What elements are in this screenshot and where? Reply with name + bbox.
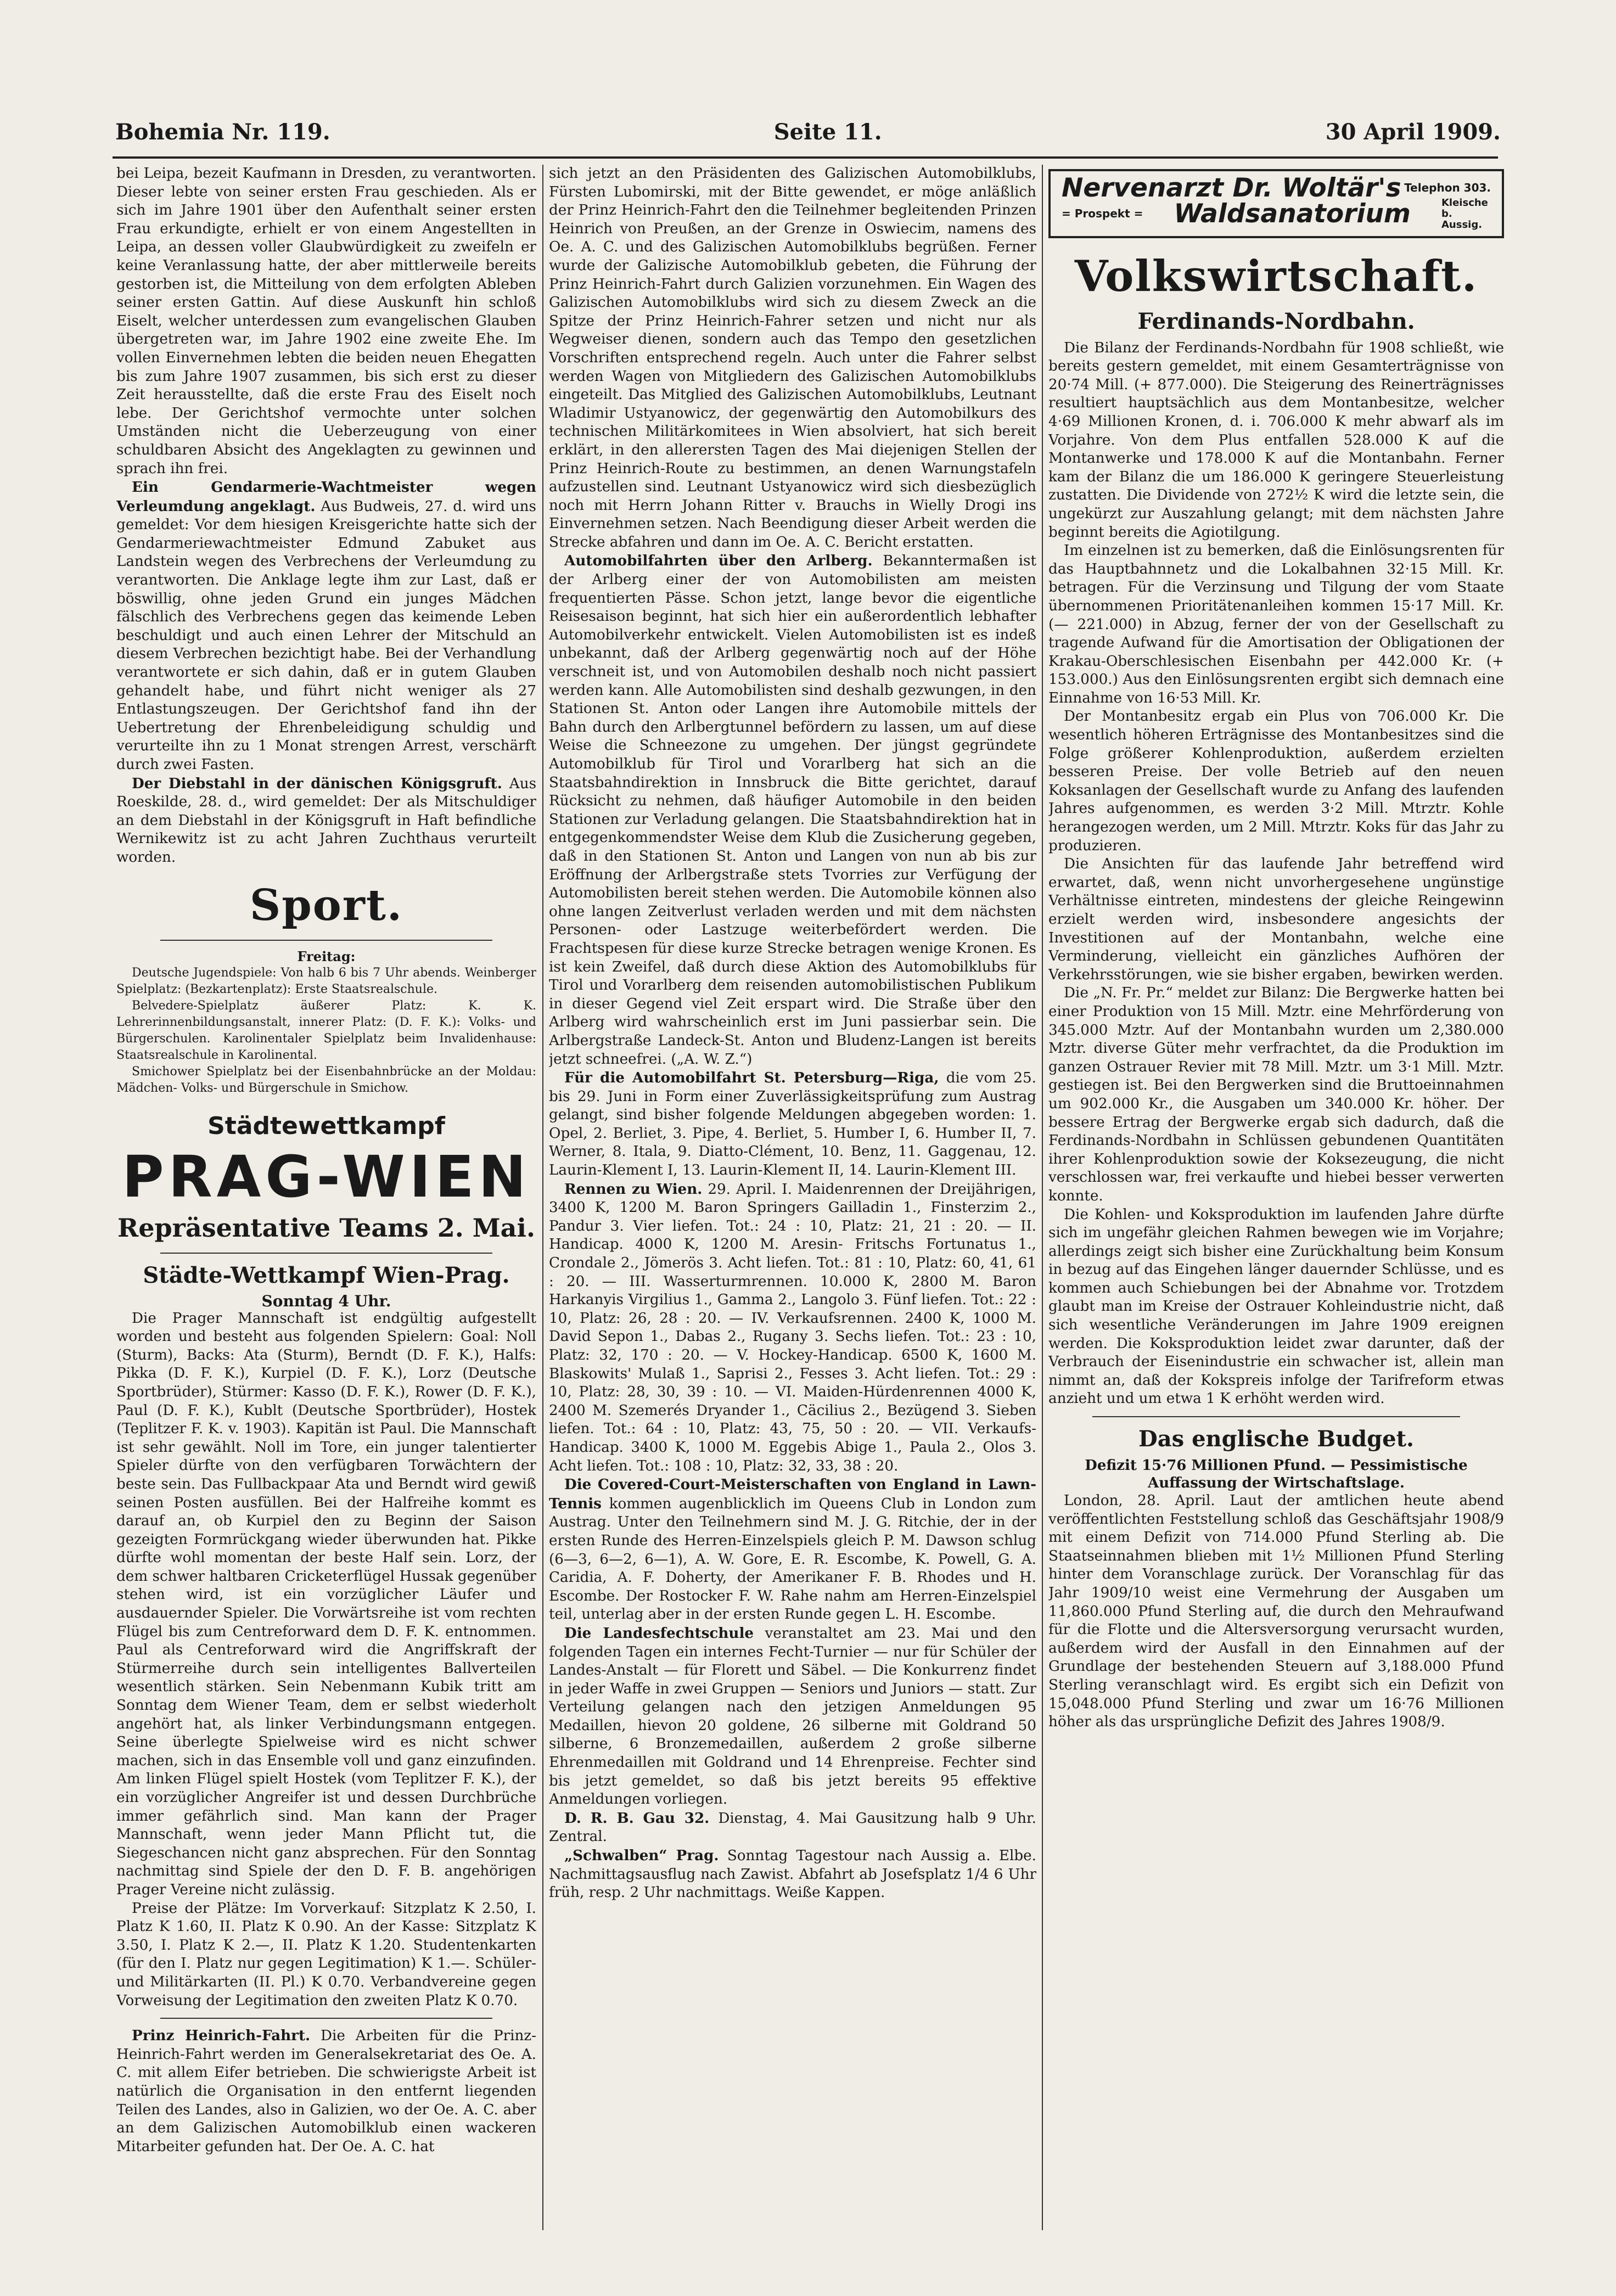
article-text: Die Ansichten für das laufende Jahr betreffend wird erwartet, daß, wenn nicht unvorhergesehene ungünstige Verhältnisse eintreten, mindestens der gleiche Reingewinn erzielt werden wird, insbesondere angesichts der Investitionen auf der Montanbahn, welche eine Verminderung, vielleicht ein gänzliches Aufhören der Verkehrsstörungen, wie sie bisher ergaben, bewirken werden. [1048, 856, 1504, 983]
sport-day: Freitag: [297, 948, 356, 964]
article-headline: „Schwalben“ Prag. [564, 1847, 719, 1865]
header-title: Bohemia Nr. 119. [115, 119, 330, 145]
article-body: 29. April. I. Maidenrennen der Dreijährigen, 3400 K, 1200 M. Baron Springers Gailladin 1., Finsterzim 2., Pandur 3. Vier liefen. Tot.: 24 : 10, Platz: 21, 21 : 20. — II. Handicap. 4000 K, 1200 M. Aresin- Fritschs Fortunatus 1., Crondale 2., Jömerös 3. Acht liefen. Tot.: 81 : 10, Platz: 60, 41, 61 : 20. — III. Wasserturmrennen. 10.000 K, 2800 M. Baron Harkanyis Virgilius 1., Gamma 2., Langolo 3. Fünf liefen. Tot.: 22 : 10, Platz: 26, 28 : 20. — IV. Verkaufsrennen. 2400 K, 1000 M. David Sepon 1., Dabas 2., Rugany 3. Sechs liefen. Tot.: 23 : 10, Platz: 32, 170 : 20. — V. Hockey-Handicap. 6500 K, 1600 M. Blaskowits' Mulaß 1., Saprisi 2., Fesses 3. Acht liefen. Tot.: 29 : 10, Platz: 28, 30, 39 : 10. — VI. Maiden-Hürdenrennen 4000 K, 2400 M. Szemerés Dryander 1., Cäcilius 2., Bezügend 3. Sieben liefen. Tot.: 64 : 10, Platz: 43, 75, 50 : 20. — VII. Verkaufs-Handicap. 3400 K, 1000 M. Eggebis Abige 1., Paula 2., Olos 3. Acht liefen. Tot.: 108 : 10, Platz: 32, 33, 38 : 20. [549, 1181, 1036, 1474]
column-2 [549, 165, 1036, 2263]
article-headline: Der Diebstahl in der dänischen Königsgruft. [132, 774, 502, 792]
ad-prospekt: = Prospekt = [1062, 206, 1143, 220]
article-text: Die „N. Fr. Pr.“ meldet zur Bilanz: Die Bergwerke hatten bei einer Produktion von 15 Mill. Mztr. eine Mehrförderung von 345.000 Mztr. Auf der Montanbahn wurden um 2,380.000 Mztr. diverse Güter mehr verfrachtet, da die Produktion im ganzen Ostrauer Revier mit 78 Mill. Mztr. um 3·1 Mill. Mztr. gestiegen ist. Bei den Bergwerken sind die Bruttoeinnahmen um 902.000 Kr., die Ausgaben um 340.000 Kr. höher. Der bessere Ertrag der Bergwerke ergab sich dadurch, daß die Ferdinands-Nordbahn in Schlüssen gebundenen Quantitäten ihrer Kohlenproduktion sowie der Koksezeugung, die nicht verschlossen war, frei verkaufte und hiebei besser verwerten konnte. [1048, 985, 1504, 1204]
sport-notice: Smichower Spielplatz bei der Eisenbahnbrücke an der Moldau: Mädchen- Volks- und Bürgerschule in Smichow. [116, 1064, 536, 1095]
section-title-sport: Sport. [249, 880, 403, 930]
sport-notice: Deutsche Jugendspiele: Von halb 6 bis 7 Uhr abends. Weinberger Spielplatz: (Bezkartenplatz): Erste Staatsrealschule. [116, 965, 536, 996]
divider [160, 2018, 492, 2019]
article-text: Der Montanbesitz ergab ein Plus von 706.000 Kr. Die wesentlich höheren Erträgnisse des Montanbesitzes sind die Folge größerer Kohlenproduktion, außerdem erzielten besseren Preise. Der volle Betrieb auf den neuen Koksanlagen der Gesellschaft wurde zu Anfang des laufenden Jahres aufgenommen, es werden 3·2 Mill. Mtrztr. Kohle herangezogen werden, um 2 Mill. Mtrztr. Koks für das Jahr zu produzieren. [1048, 708, 1504, 854]
article-text [549, 1809, 1036, 1846]
article-text: London, 28. April. Laut der amtlichen heute abend veröffentlichten Feststellung schloß das Geschäftsjahr 1908/9 mit einem Defizit von 714.000 Pfund Sterling ab. Die Staatseinnahmen blieben mit 1½ Millionen Pfund Sterling hinter dem Voranschlage zurück. Der Voranschlag für das Jahr 1909/10 weist eine Vermehrung der Ausgaben um 11,860.000 Pfund Sterling auf, die durch den Mehraufwand für die Flotte und die Altersversorgung verursacht wurden, außerdem wird der Ausfall in den Einnahmen auf der Grundlage der bestehenden Steuern auf 3,188.000 Pfund Sterling veranschlagt wird. Es ergibt sich ein Defizit von 15,048.000 Pfund Sterling und zwar um 16·76 Millionen höher als das ursprüngliche Defizit des Jahres 1908/9. [1048, 1492, 1504, 1731]
sport-notice: Belvedere-Spielplatz äußerer Platz: K. K. Lehrerinnenbildungsanstalt, innerer Platz: (D. F. K.): Volks- und Bürgerschulen. Karolinentaler Spielplatz beim Invalidenhause: Staatsrealschule in Karolinental. [116, 998, 536, 1062]
article-body: veranstaltet am 23. Mai und den folgenden Tagen ein internes Fecht-Turnier — nur für Schüler der Landes-Anstalt — für Florett und Säbel. — Die Konkurrenz findet in jeder Waffe in zwei Gruppen — Seniors und Juniors — statt. Zur Verteilung gelangen nach den jetzigen Anmeldungen 95 Medaillen, hievon 20 goldene, 26 silberne mit Goldrand 50 silberne, 6 Bronzemedaillen, außerdem 2 große silberne Ehrenmedaillen mit Goldrand und 14 Ehrenpreise. Fechter sind bis jetzt gemeldet, so daß bis jetzt bereits 95 effektive Anmeldungen vorliegen. [549, 1625, 1036, 1808]
ad-place: Kleische b. Aussig. [1441, 197, 1488, 231]
article-text [549, 552, 1036, 1069]
article-body: Bekanntermaßen ist der Arlberg einer der von Automobilisten am meisten frequentierten Pässe. Schon jetzt, lange bevor die eigentliche Reisesaison beginnt, hat sich hier ein außerordentlich lebhafter Automobilverkehr entwickelt. Vielen Automobilisten ist es indeß unbekannt, daß der Arlberg gegenwärtig noch auf der Höhe verschneit ist, und von Automobilen deshalb noch nicht passiert werden kann. Alle Automobilisten sind deshalb gezwungen, in den Stationen St. Anton oder Langen ihre Automobile mittels der Bahn durch den Arlbergtunnel befördern zu lassen, um auf diese Weise die Schneezone zu umgehen. Der jüngst gegründete Automobilklub für Tirol und Vorarlberg hat sich an die Staatsbahndirektion in Innsbruck die Bitte gerichtet, darauf Rücksicht zu nehmen, daß häufiger Automobile in den beiden Stationen zur Verladung gelangen. Die Staatsbahndirektion hat in entgegenkommendster Weise dem Klub die Zusicherung gegeben, daß in den Stationen St. Anton und Langen von nun ab bis zur Eröffnung der Arlbergstraße stets Tvorries zur Verfügung der Automobilisten bereit stehen werden. Die Automobile können also ohne langen Zeitverlust verladen werden und mit dem nächsten Personen- oder Lastzuge weiterbefördert werden. Die Frachtspesen für diese kurze Strecke betragen wenige Kronen. Es ist kein Zweifel, daß durch diese Aktion des Automobilklubs für Tirol und Vorarlberg dem reisenden automobilistischen Publikum in dieser Gegend viel Zeit erspart wird. Die Straße über den Arlberg wird wahrscheinlich erst im Juni passierbar sein. Die Arlbergstraße Landeck-St. Anton und Bludenz-Langen ist bereits jetzt schneefrei. („A. W. Z.“) [549, 553, 1036, 1068]
divider [160, 1253, 492, 1254]
article-body: Aus Roeskilde, 28. d., wird gemeldet: Der als Mitschuldiger an dem Diebstahl in der Königsgruft in Haft befindliche Wernikewitz ist zu acht Jahren Zuchthaus verurteilt worden. [116, 775, 536, 866]
article-body: Dienstag, 4. Mai Gausitzung halb 9 Uhr. Zentral. [549, 1810, 1036, 1845]
page-header [115, 113, 1501, 151]
article-text [549, 1475, 1036, 1624]
article-subheadline: Sonntag 4 Uhr. [261, 1292, 391, 1310]
article-body: Aus Budweis, 27. d. wird uns gemeldet: Vor dem hiesigen Kreisgerichte hatte sich der Gendarmeriewachtmeister Edmund Zabuket aus Landstein wegen des Verbrechens der Verleumdung zu verantworten. Die Anklage legte ihm zur Last, daß er böswillig, ohne jeden Grund ein junges Mädchen fälschlich des Verbrechens gegen das keimende Leben beschuldigt und auch einen Lehrer der Mitschuld an diesem Verbrechen bezichtigt habe. Bei der Verhandlung verantwortete er sich dahin, daß er in gutem Glauben gehandelt habe, und führt nicht weniger als 27 Entlastungszeugen. Der Gerichtshof fand ihn der Uebertretung der Ehrenbeleidigung schuldig und verurteilte ihn zu 1 Monat strengen Arrest, verschärft durch zwei Fasten. [116, 498, 536, 773]
article-headline: Rennen zu Wien. [564, 1180, 703, 1198]
prag-wien-banner [116, 1110, 536, 1245]
ad-sanatorium: Waldsanatorium [1174, 198, 1411, 229]
article-headline: Die Landesfechtschule [564, 1624, 754, 1642]
article-text [116, 478, 536, 774]
article-text [549, 1180, 1036, 1476]
article-subheadline: Defizit 15·76 Millionen Pfund. — Pessimistische Auffassung der Wirtschaftslage. [1085, 1457, 1468, 1492]
article-text: Die Kohlen- und Koksproduktion im laufenden Jahre dürfte sich im ungefähr gleichen Rahmen bewegen wie im Vorjahre; allerdings zeigt sich bisher eine Zurückhaltung beim Konsum in bezug auf das Eingehen länger dauernder Schlüsse, und es kommen auch Schiebungen bei der Abnahme vor. Trotzdem glaubt man im Kreise der Ostrauer Kohleindustrie nicht, daß sich wesentliche Veränderungen im Jahre 1909 ereignen werden. Die Koksproduktion leidet zwar darunter, daß der Verbrauch der Eisenindustrie ein schwacher ist, allein man nimmt an, daß der Kokspreis infolge der Tarifreform etwas anzieht und um etwa 1 K erhöht werden wird. [1048, 1206, 1504, 1407]
ad-phone: Telephon 303. [1404, 181, 1491, 194]
article-text: Die Bilanz der Ferdinands-Nordbahn für 1908 schließt, wie bereits gestern gemeldet, mit einem Gesamterträgnisse von 20·74 Mill. (+ 877.000). Die Steigerung des Reinerträgnisses resultiert hauptsächlich aus dem Montanbesitze, welcher 4·69 Millionen Kronen, d. i. 706.000 K mehr abwarf als im Vorjahre. Von dem Plus entfallen 528.000 K auf die Montanwerke und 178.000 K auf die Montanbahn. Ferner kam der Bilanz die um 186.000 K geringere Steuerleistung zustatten. Die Dividende von 272½ K wird die letzte sein, die ungekürzt zur Auszahlung gelangt; mit dem nächsten Jahre beginnt bereits die Agiotilgung. [1048, 339, 1504, 541]
article-text: bei Leipa, bezeit Kaufmann in Dresden, zu verantworten. Dieser lebte von seiner ersten Frau geschieden. Als er sich im Jahre 1901 über den Aufenthalt seiner ersten Frau erkundigte, erhielt er von einem Angestellten in Leipa, an dessen voller Glaubwürdigkeit zu zweifeln er keine Veranlassung hatte, der aber mittlerweile bereits gestorben ist, die Mitteilung von dem erfolgten Ableben seiner ersten Gattin. Auf diese Auskunft hin schloß Eiselt, welcher unterdessen zum evangelischen Glauben übergetreten war, im Jahre 1902 eine zweite Ehe. Im vollen Einvernehmen lebten die beiden neuen Ehegatten bis zum Jahre 1907 zusammen, bis sich erst zu dieser Zeit herausstellte, daß die erste Frau des Eiselt noch lebe. Der Gerichtshof vermochte unter solchen Umständen nicht die Ueberzeugung von einer schuldbaren Absicht des Angeklagten zu gewinnen und sprach ihn frei. [116, 165, 536, 477]
article-headline: Prinz Heinrich-Fahrt. [132, 2027, 311, 2045]
article-text [549, 1069, 1036, 1180]
column-3 [1048, 165, 1504, 2263]
article-headline: Die Covered-Court-Meisterschaften von England in Lawn-Tennis [549, 1476, 1036, 1512]
article-body: kommen augenblicklich im Queens Club in London zum Austrag. Unter den Teilnehmern sind M. J. G. Ritchie, der in der ersten Runde des Herren-Einzelspiels gleich P. M. Dawson schlug (6—3, 6—2, 6—1), A. W. Gore, E. R. Escombe, K. Powell, G. A. Caridia, A. F. Doherty, der Amerikaner F. B. Rhodes und H. Escombe. Der Rostocker F. W. Rahe nahm am Herren-Einzelspiel teil, unterlag aber in der ersten Runde gegen L. H. Escombe. [549, 1495, 1036, 1623]
article-text [116, 2026, 536, 2156]
article-headline: Automobilfahrten über den Arlberg. [564, 552, 873, 570]
column-1 [116, 165, 536, 2263]
sanatorium-advertisement [1048, 169, 1504, 238]
column-rule-2 [1042, 165, 1043, 2230]
article-text [549, 1624, 1036, 1809]
article-text: sich jetzt an den Präsidenten des Galizischen Automobilklubs, Fürsten Lubomirski, mit der Bitte gewendet, er möge anläßlich der Prinz Heinrich-Fahrt den die Teilnehmer begleitenden Prinzen Heinrich von Preußen, an der Grenze in Oswiecim, namens des Oe. A. C. und des Galizischen Automobilklubs begrüßen. Ferner wurde der Galizische Automobilklub gebeten, die Führung der Prinz Heinrich-Fahrt durch Galizien vorzunehmen. Ein Wagen des Galizischen Automobilklubs wird sich zu diesem Zweck an die Spitze der Prinz Heinrich-Fahrer setzen und nicht nur als Wegweiser dienen, sondern auch das Tempo den gesetzlichen Vorschriften entsprechend regeln. Auch unter die Fahrer selbst werden Wagen von Mitgliedern des Galizischen Automobilklubs eingeteilt. Das Mitglied des Galizischen Automobilklubs, Leutnant Wladimir Ustyanowicz, der gegenwärtig den Automobilkurs des technischen Militärkomitees in Wien absolviert, hat sich bereit erklärt, in den allerersten Tagen des Mai diejenigen Stellen der Prinz Heinrich-Route zu bestimmen, an denen Warnungstafeln aufzustellen sind. Leutnant Ustyanowicz wird sich diesbezüglich noch mit Herrn Johann Ritter v. Brauchs in Wielly Drogi ins Einvernehmen setzen. Nach Beendigung dieser Arbeit werden die Strecke abfahren und dann im Oe. A. C. Bericht erstatten. [549, 165, 1036, 551]
header-rule [113, 156, 1498, 159]
article-body: die vom 25. bis 29. Juni in Form einer Zuverlässigkeitsprüfung zum Austrag gelangt, sind bisher folgende Meldungen abgegeben worden: 1. Opel, 2. Berliet, 3. Pipe, 4. Berliet, 5. Humber I, 6. Humber II, 7. Werner, 8. Itala, 9. Diatto-Clément, 10. Benz, 11. Gaggenau, 12. Laurin-Klement I, 13. Laurin-Klement II, 14. Laurin-Klement III. [549, 1070, 1036, 1179]
header-date: 30 April 1909. [1325, 119, 1501, 145]
article-headline: Städte-Wettkampf Wien-Prag. [143, 1262, 510, 1288]
column-rule-1 [542, 165, 543, 2230]
banner-headline: PRAG-WIEN [122, 1143, 531, 1210]
article-headline: Ein Gendarmerie-Wachtmeister wegen Verleumdung angeklagt. [116, 479, 536, 515]
article-headline: Ferdinands-Nordbahn. [1137, 308, 1415, 334]
article-text [116, 774, 536, 867]
divider [160, 940, 492, 941]
divider [1092, 1416, 1460, 1417]
article-text: Im einzelnen ist zu bemerken, daß die Einlösungsrenten für das Hauptbahnnetz und die Lokalbahnen 32·15 Mill. Kr. betragen. Für die Verzinsung und Tilgung der vom Staate übernommenen Prioritätenanleihen kommen 15·17 Mill. Kr. (— 221.000) in Abzug, ferner der von der Gesellschaft zu tragende Aufwand für die Amortisation der Obligationen der Krakau-Oberschlesischen Eisenbahn per 442.000 Kr. (+ 153.000.) Aus den Einlösungsrenten ergibt sich demnach eine Einnahme von 16·53 Mill. Kr. [1048, 542, 1504, 706]
article-headline: Das englische Budget. [1138, 1426, 1414, 1452]
article-text: Die Prager Mannschaft ist endgültig aufgestellt worden und besteht aus folgenden Spielern: Goal: Noll (Sturm), Backs: Ata (Sturm), Berndt (D. F. K.), Halfs: Pikka (D. F. K.), Kurpiel (D. F. K.), Lorz (Deutsche Sportbrüder), Stürmer: Kasso (D. F. K.), Rower (D. F. K.), Paul (D. F. K.), Kublt (Deutsche Sportbrüder), Hostek (Teplitzer F. K. v. 1903). Kapitän ist Paul. Die Mannschaft ist sehr gewählt. Noll im Tore, ein junger talentierter Spieler dürfte von den verfügbaren Torwächtern der beste sein. Das Fullbackpaar Ata und Berndt wird gewiß seinen Posten ausfüllen. Bei der Halfreihe kommt es darauf an, ob Kurpiel den zu Beginn der Saison gezeigten Formrückgang wieder überwunden hat. Pikke dürfte wohl momentan der beste Half sein. Lorz, der dem schwer haltbaren Cricketerflügel Hussak gegenüber stehen wird, ist ein vorzüglicher Läufer und ausdauernder Spieler. Die Vorwärtsreihe ist vom rechten Flügel bis zum Centreforward dem D. F. K. entnommen. Paul als Centreforward wird die Angriffskraft der Stürmerreihe durch sein intelligentes Ballverteilen wesentlich stärken. Sein Nebenmann Kubik tritt am Sonntag dem Wiener Team, dem er selbst wiederholt angehört hat, als linker Verbindungsmann entgegen. Seine überlegte Spielweise wird es nicht schwer machen, sich in das Ensemble voll und ganz einzufinden. Am linken Flügel spielt Hostek (vom Teplitzer F. K.), der ein vorzüglicher Angreifer ist und dessen Durchbrüche immer gefährlich sind. Man kann der Prager Mannschaft, wenn jeder Mann Pflicht tut, die Siegeschancen nicht ganz absprechen. Für den Sonntag nachmittag sind Spiele der den D. F. B. angehörigen Prager Vereine nicht zulässig. [116, 1310, 536, 1898]
ad-doctor-name: Nervenarzt Dr. Woltär's [1062, 173, 1401, 203]
banner-line: Repräsentative Teams 2. Mai. [117, 1212, 535, 1243]
article-text: Preise der Plätze: Im Vorverkauf: Sitzplatz K 2.50, I. Platz K 1.60, II. Platz K 0.90. An der Kasse: Sitzplatz K 3.50, I. Platz K 2.—, II. Platz K 1.20. Studentenkarten (für den I. Platz nur gegen Legitimation) K 1.—. Schüler- und Militärkarten (II. Pl.) K 0.70. Verbandvereine gegen Vorweisung der Legitimation den zweiten Platz K 0.70. [116, 1900, 536, 2009]
article-body: Die Arbeiten für die Prinz-Heinrich-Fahrt werden im Generalsekretariat des Oe. A. C. mit allem Eifer betrieben. Die schwierigste Arbeit ist natürlich die Organisation in den entfernt liegenden Teilen des Landes, also in Galizien, wo der Oe. A. C. aber an dem Galizischen Automobilklub einen wackeren Mitarbeiter gefunden hat. Der Oe. A. C. hat [116, 2028, 536, 2155]
article-text [549, 1846, 1036, 1902]
section-title-economy: Volkswirtschaft. [1074, 251, 1478, 301]
banner-line: Städtewettkampf [207, 1111, 445, 1140]
article-headline: Für die Automobilfahrt St. Petersburg—Riga, [564, 1069, 939, 1087]
header-page-number: Seite 11. [773, 119, 882, 145]
article-body: Sonntag Tagestour nach Aussig a. Elbe. Nachmittagsausflug nach Zawist. Abfahrt ab Josefsplatz 1/4 6 Uhr früh, resp. 2 Uhr nachmittags. Weiße Kappen. [549, 1848, 1036, 1901]
article-headline: D. R. B. Gau 32. [564, 1809, 710, 1827]
